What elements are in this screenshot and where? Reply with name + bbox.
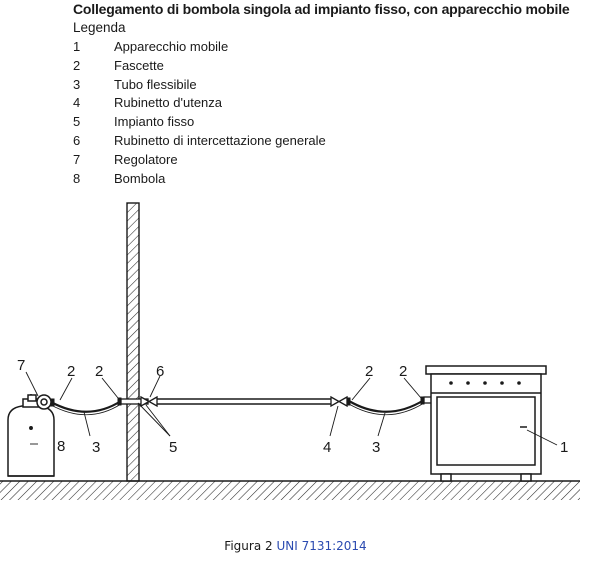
wall	[127, 203, 139, 481]
fixed-pipe	[157, 399, 331, 404]
legend-text: Apparecchio mobile	[114, 39, 229, 54]
right-flexible-hose	[349, 400, 424, 415]
caption-prefix: Figura 2	[224, 539, 273, 553]
legend-number: 2	[73, 57, 81, 73]
callout-2: 2	[365, 363, 374, 380]
callout-2: 2	[399, 363, 408, 380]
callout-2: 2	[95, 363, 104, 380]
left-clamps	[51, 398, 121, 406]
legend-heading: Legenda	[73, 20, 126, 35]
callout-5: 5	[169, 439, 178, 456]
legend-number: 1	[73, 39, 81, 54]
callout-1: 1	[560, 439, 569, 456]
figure-caption	[0, 539, 591, 553]
legend-text: Rubinetto di intercettazione generale	[114, 132, 326, 148]
callout-3: 3	[92, 439, 101, 456]
standard-link[interactable]: UNI 7131:2014	[276, 539, 367, 553]
legend-number: 8	[73, 170, 81, 186]
callout-3: 3	[372, 439, 381, 456]
legend-number: 5	[73, 114, 81, 130]
legend-text: Regolatore	[114, 151, 178, 167]
right-clamps	[347, 397, 424, 405]
callout-4: 4	[323, 439, 332, 456]
legend-text: Impianto fisso	[114, 114, 195, 130]
figure-title: Collegamento di bombola singola ad impianto fisso, con apparecchio mobile	[73, 1, 570, 17]
callout-6: 6	[156, 363, 165, 380]
callout-8: 8	[57, 438, 66, 455]
callout-7: 7	[17, 357, 26, 374]
ground	[0, 481, 580, 500]
legend-number: 4	[73, 95, 81, 111]
legend-number: 3	[73, 76, 81, 92]
appliance-valve	[331, 397, 347, 406]
left-flexible-hose	[51, 401, 121, 415]
legend-text: Bombola	[114, 170, 166, 186]
legend-text: Tubo flessibile	[114, 76, 197, 92]
callout-2: 2	[67, 363, 76, 380]
legend-number: 6	[73, 132, 81, 148]
legend-text: Rubinetto d'utenza	[114, 95, 223, 111]
main-shutoff-valve	[141, 397, 157, 406]
legend-text: Fascette	[114, 57, 164, 73]
legend-number: 7	[73, 151, 81, 167]
